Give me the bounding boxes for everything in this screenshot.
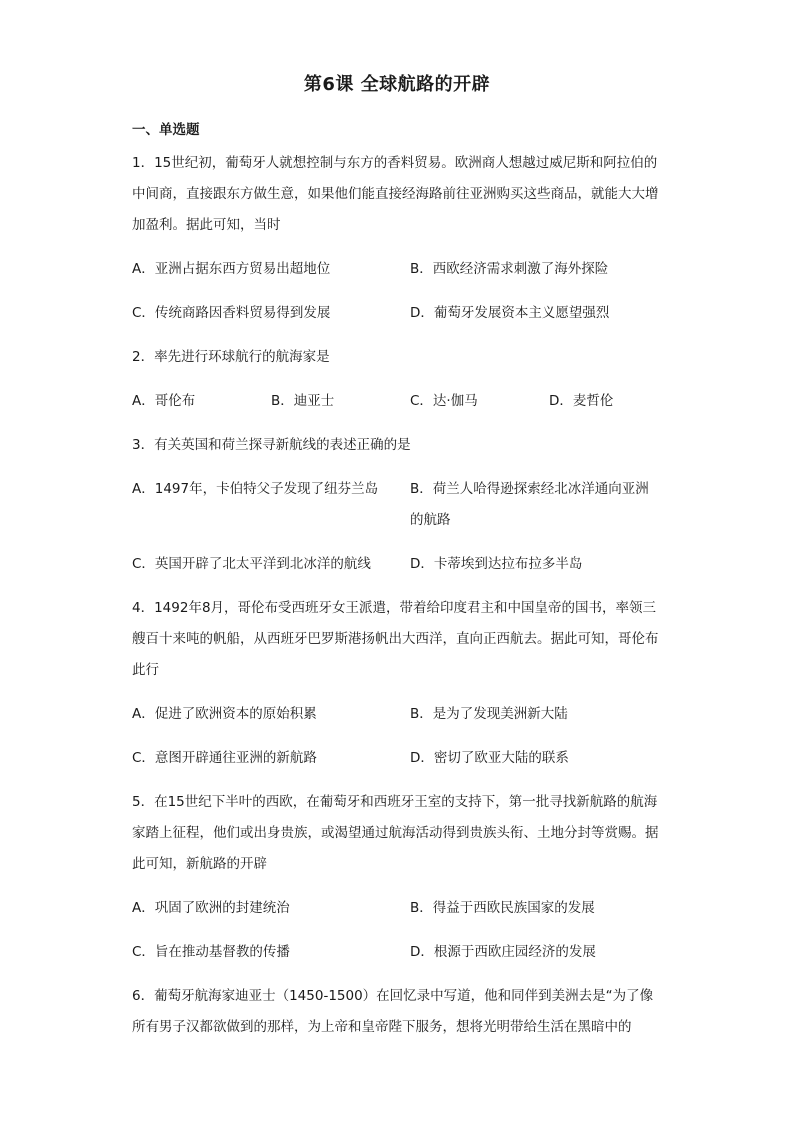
- question-1-options-row-2: [132, 298, 662, 329]
- question-1-option-c: C．传统商路因香料贸易得到发展: [132, 305, 331, 321]
- question-4-stem: 4．1492年8月，哥伦布受西班牙女王派遣，带着给印度君主和中国皇帝的国书，率领三艘百十来吨的帆船，从西班牙巴罗斯港扬帆出大西洋，直向正西航去。据此可知，哥伦布此行: [132, 600, 659, 678]
- question-1-option-b: B．西欧经济需求刺激了海外探险: [410, 261, 609, 277]
- question-5-option-a: A．巩固了欧洲的封建统治: [132, 900, 290, 916]
- page-title: 第6课 全球航路的开辟: [303, 74, 491, 95]
- question-5-option-d: D．根源于西欧庄园经济的发展: [410, 944, 596, 960]
- question-4-option-a: A．促进了欧洲资本的原始积累: [132, 706, 317, 722]
- question-1-options-row-1: [132, 254, 662, 285]
- question-2-stem: 2．率先进行环球航行的航海家是: [132, 349, 330, 365]
- question-3-options-row-1: [132, 474, 662, 536]
- question-2-options-row: [132, 386, 662, 417]
- question-6-stem: 6．葡萄牙航海家迪亚士（1450-1500）在回忆录中写道，他和同伴到美洲去是“为了像所有男子汉都欲做到的那样，为上帝和皇帝陛下服务，想将光明带给生活在黑暗中的: [132, 988, 654, 1035]
- section-heading: 一、单选题: [132, 122, 200, 138]
- question-1-option-d: D．葡萄牙发展资本主义愿望强烈: [410, 305, 610, 321]
- question-4-options-row-2: [132, 743, 662, 774]
- question-2-option-b: B．迪亚士: [271, 393, 335, 409]
- question-2-option-c: C．达·伽马: [410, 393, 478, 409]
- question-1-stem: 1．15世纪初，葡萄牙人就想控制与东方的香料贸易。欧洲商人想越过威尼斯和阿拉伯的中间商，直接跟东方做生意，如果他们能直接经海路前往亚洲购买这些商品，就能大大增加盈利。据此可知，当时: [132, 155, 659, 233]
- question-5-option-b: B．得益于西欧民族国家的发展: [410, 900, 595, 916]
- question-3-option-a: A．1497年，卡伯特父子发现了纽芬兰岛: [132, 481, 379, 497]
- question-4-option-b: B．是为了发现美洲新大陆: [410, 706, 568, 722]
- question-4-option-d: D．密切了欧亚大陆的联系: [410, 750, 569, 766]
- question-4-option-c: C．意图开辟通往亚洲的新航路: [132, 750, 317, 766]
- question-5-options-row-1: [132, 893, 662, 924]
- question-2-option-a: A．哥伦布: [132, 393, 196, 409]
- question-list: [132, 148, 662, 1043]
- question-3-option-c: C．英国开辟了北太平洋到北冰洋的航线: [132, 556, 371, 572]
- question-4-options-row-1: [132, 699, 662, 730]
- question-1-option-a: A．亚洲占据东西方贸易出超地位: [132, 261, 331, 277]
- question-5-stem: 5．在15世纪下半叶的西欧，在葡萄牙和西班牙王室的支持下，第一批寻找新航路的航海家踏上征程，他们或出身贵族，或渴望通过航海活动得到贵族头衔、土地分封等赏赐。据此可知，新航路的开辟: [132, 794, 659, 872]
- question-3-stem: 3．有关英国和荷兰探寻新航线的表述正确的是: [132, 437, 411, 453]
- question-5-option-c: C．旨在推动基督教的传播: [132, 944, 290, 960]
- question-5-options-row-2: [132, 937, 662, 968]
- question-3-option-b: B．荷兰人哈得逊探索经北冰洋通向亚洲的航路: [410, 481, 649, 528]
- question-3-option-d: D．卡蒂埃到达拉布拉多半岛: [410, 556, 583, 572]
- question-3-options-row-2: [132, 549, 662, 580]
- question-2-option-d: D．麦哲伦: [549, 393, 614, 409]
